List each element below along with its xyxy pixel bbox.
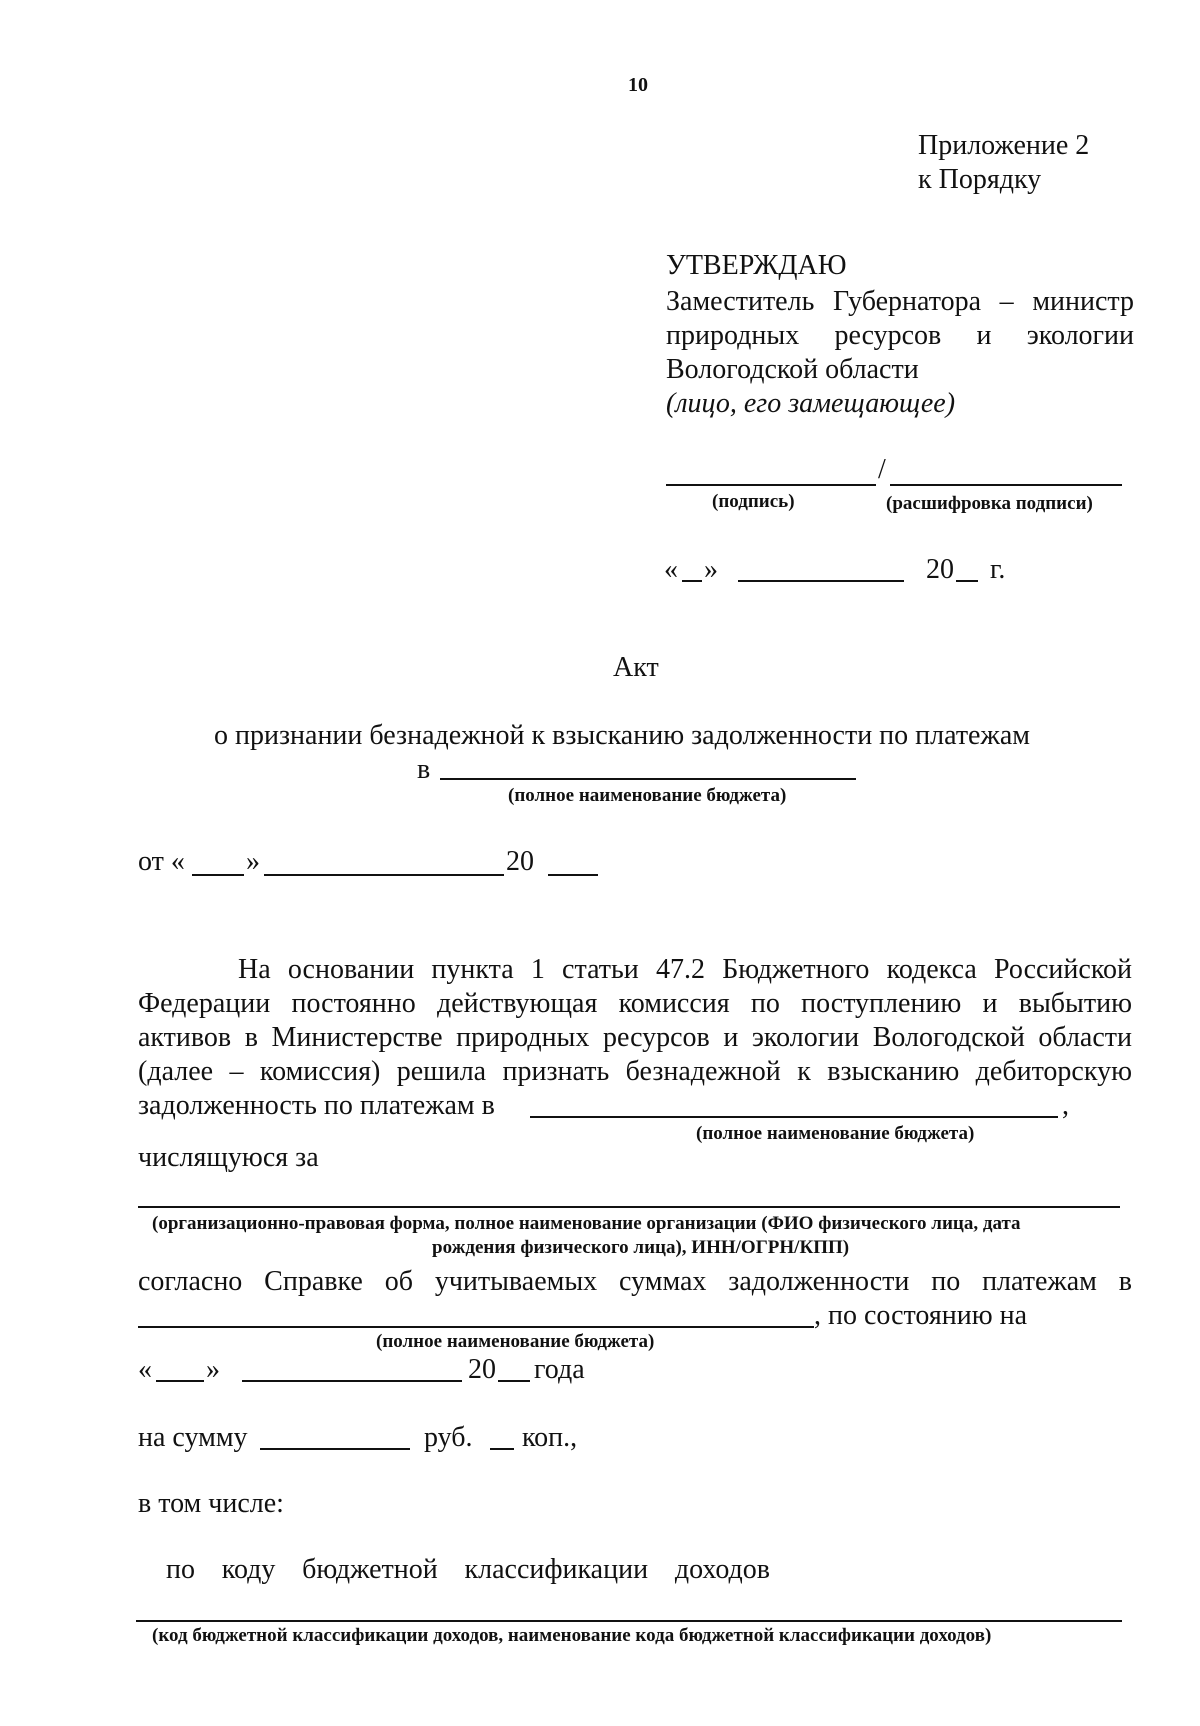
by-code-label: по коду бюджетной классификации доходов: [166, 1554, 770, 1585]
page-number: 10: [628, 74, 648, 96]
appendix-title: Приложение 2: [918, 130, 1090, 161]
body-line-3: активов в Министерстве природных ресурсов и экологии Вологодской области: [138, 1022, 1132, 1053]
organization-line: [138, 1206, 1120, 1208]
approval-position-line-1: Заместитель Губернатора – министр: [666, 286, 1134, 317]
code-line: [136, 1620, 1122, 1622]
according-budget-line: [138, 1326, 814, 1328]
act-day-line: [192, 874, 244, 876]
according-budget-caption: (полное наименование бюджета): [376, 1331, 655, 1352]
signature-slash: /: [878, 454, 886, 485]
according-line: согласно Справке об учитываемых суммах задолженности по платежам в: [138, 1266, 1132, 1297]
act-budget-line: [440, 778, 856, 780]
body-line-4: (далее – комиссия) решила признать безнадежной к взысканию дебиторскую: [138, 1056, 1132, 1087]
act-date-year: 20: [506, 846, 534, 877]
date2-day-line: [156, 1380, 204, 1382]
signature-caption: (подпись): [712, 491, 795, 512]
body-line-1: На основании пункта 1 статьи 47.2 Бюджетного кодекса Российской: [238, 954, 1132, 985]
organization-caption-1: (организационно-правовая форма, полное наименование организации (ФИО физического лица, дата: [152, 1213, 1021, 1234]
body-comma: ,: [1062, 1090, 1069, 1121]
signature-decode-line: [890, 484, 1122, 486]
act-year-line: [548, 874, 598, 876]
body-line-2: Федерации постоянно действующая комиссия по поступлению и выбытию: [138, 988, 1132, 1019]
approval-date-open: «: [664, 554, 678, 585]
signature-line: [666, 484, 876, 486]
organization-caption-2: рождения физического лица), ИНН/ОГРН/КПП): [432, 1237, 850, 1258]
body-budget-caption: (полное наименование бюджета): [696, 1123, 975, 1144]
approval-month-line: [738, 580, 904, 582]
approval-date-suffix: г.: [990, 554, 1006, 585]
signature-decode-caption: (расшифровка подписи): [886, 493, 1093, 514]
act-date-from: от «: [138, 846, 185, 877]
date2-close: »: [206, 1354, 220, 1385]
approval-substitute-note: (лицо, его замещающее): [666, 388, 956, 419]
as-of-label: , по состоянию на: [814, 1300, 1028, 1331]
sum-kop-line: [490, 1448, 514, 1450]
code-caption: (код бюджетной классификации доходов, наименование кода бюджетной классификации доходов): [152, 1625, 992, 1646]
rub-label: руб.: [424, 1422, 473, 1453]
listed-for-label: числящуюся за: [138, 1142, 319, 1173]
approval-position-line-2: природных ресурсов и экологии: [666, 320, 1134, 351]
including-label: в том числе:: [138, 1488, 284, 1519]
act-date-close: »: [246, 846, 260, 877]
approval-date-close: »: [704, 554, 718, 585]
body-line-5: задолженность по платежам в: [138, 1090, 495, 1121]
approval-year-line: [956, 580, 978, 582]
act-in-label: в: [417, 754, 431, 785]
approval-day-line: [682, 580, 702, 582]
sum-rub-line: [260, 1448, 410, 1450]
approval-position-line-3: Вологодской области: [666, 354, 919, 385]
act-title: Акт: [613, 652, 659, 683]
act-month-line: [264, 874, 504, 876]
act-subtitle: о признании безнадежной к взысканию задолженности по платежам: [214, 720, 1030, 751]
date2-month-line: [242, 1380, 462, 1382]
approval-date-year: 20: [926, 554, 954, 585]
body-budget-line: [530, 1116, 1058, 1118]
act-budget-caption: (полное наименование бюджета): [508, 785, 787, 806]
approval-title: УТВЕРЖДАЮ: [666, 250, 847, 281]
date2-open: «: [138, 1354, 152, 1385]
date2-year-line: [498, 1380, 530, 1382]
date2-suffix: года: [534, 1354, 585, 1385]
appendix-subtitle: к Порядку: [918, 164, 1042, 195]
date2-year: 20: [468, 1354, 496, 1385]
sum-label: на сумму: [138, 1422, 248, 1453]
kop-label: коп.,: [522, 1422, 578, 1453]
